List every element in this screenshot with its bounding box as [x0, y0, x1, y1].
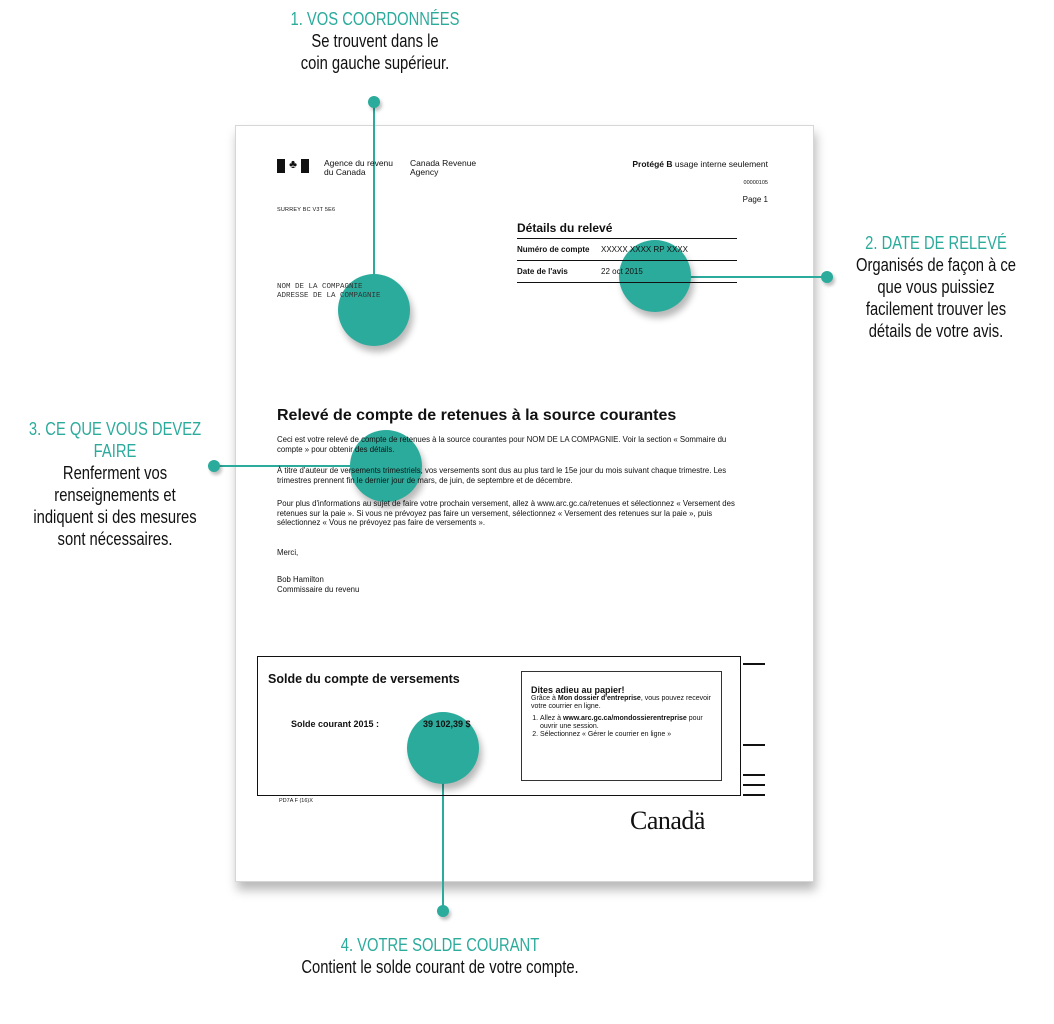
callout-heading: 1. VOS COORDONNÉES — [290, 9, 460, 29]
agency-fr-line: du Canada — [324, 167, 366, 177]
agency-name-fr — [324, 159, 414, 177]
paperless-steps — [531, 715, 716, 740]
statement-paragraph: À titre d'auteur de versements trimestriels, vos versements sont dus au plus tard le 15e jour du mois suivant chaque trimestre. Les trimestres prennent fin le dernier jour de mars, de juin, de septembre et de décembre. — [277, 466, 727, 485]
callout-3-dot — [208, 460, 220, 472]
paperless-service-name: Mon dossier d'entreprise — [557, 695, 641, 702]
paperless-heading: Dites adieu au papier! — [531, 685, 625, 695]
agency-en-line: Agency — [410, 167, 439, 177]
callout-body-line: Contient le solde courant de votre compte. — [301, 957, 579, 977]
company-address-block — [277, 283, 381, 300]
paperless-intro — [531, 695, 716, 712]
details-value: 22 oct 2015 — [601, 267, 643, 276]
signatory-title: Commissaire du revenu — [277, 584, 360, 594]
omr-mark — [743, 794, 765, 796]
callout-2 — [841, 232, 1031, 342]
omr-mark — [743, 784, 765, 786]
omr-mark — [743, 744, 765, 746]
statement-title: Relevé de compte de retenues à la source courantes — [277, 407, 677, 424]
omr-mark — [743, 774, 765, 776]
callout-body-line: Renferment vos — [62, 463, 168, 483]
callout-body-line: renseignements et — [54, 485, 176, 505]
signatory-name: Bob Hamilton — [277, 575, 324, 584]
statement-paragraph: Ceci est votre relevé de compte de retenues à la source courantes pour NOM DE LA COMPAGNIE. Voir la section « Sommaire du compte » pour obtenir des détails. — [277, 435, 727, 454]
sender-city: SURREY BC V3T 5E6 — [277, 207, 336, 213]
paperless-intro-text: , vous pouvez recevoir votre courrier en ligne. — [531, 695, 711, 711]
callout-body-line: Se trouvent dans le — [311, 31, 439, 51]
callout-3 — [21, 418, 210, 550]
callout-2-dot — [821, 271, 833, 283]
omr-mark — [743, 663, 765, 665]
wordmark-text: Canadä — [630, 806, 705, 835]
statement-details — [517, 221, 737, 283]
details-value: XXXXX XXXX RP XXXX — [601, 245, 689, 254]
agency-name-en — [410, 159, 500, 177]
step-text: Allez à — [540, 714, 563, 722]
paperless-step: 2. Sélectionnez « Gérer le courrier en ligne » — [540, 731, 716, 739]
protected-level: Protégé B — [632, 159, 673, 169]
callout-body-line: coin gauche supérieur. — [300, 53, 450, 73]
balance-label: Solde courant 2015 : — [291, 719, 380, 729]
callout-body-line: facilement trouver les — [865, 299, 1007, 319]
details-title: Détails du relevé — [517, 221, 737, 239]
balance-value: 39 102,39 $ — [423, 719, 471, 729]
details-label: Numéro de compte — [517, 245, 590, 254]
agency-fr-line: Agence du revenu — [324, 158, 393, 168]
details-row-date — [517, 261, 737, 283]
callout-4 — [235, 934, 645, 978]
canada-flag-icon: ♣ — [277, 159, 309, 173]
callout-1-dot — [368, 96, 380, 108]
closing: Merci, — [277, 548, 299, 557]
agency-en-line: Canada Revenue — [410, 158, 477, 168]
form-code: PD7A F (16)X — [279, 798, 313, 804]
details-row-account — [517, 239, 737, 261]
company-name: NOM DE LA COMPAGNIE — [277, 283, 363, 291]
protected-label — [632, 159, 768, 169]
canada-wordmark — [630, 806, 705, 836]
paperless-step — [540, 715, 716, 732]
details-label: Date de l'avis — [517, 267, 568, 276]
paperless-content — [531, 685, 716, 739]
protected-usage: usage interne seulement — [672, 159, 768, 169]
document-number: 00000105 — [743, 180, 768, 186]
callout-heading: FAIRE — [93, 441, 137, 461]
callout-body-line: sont nécessaires. — [57, 529, 173, 549]
step-text: pour ouvrir une session. — [540, 714, 703, 730]
callout-heading: 4. VOTRE SOLDE COURANT — [340, 935, 540, 955]
statement-page — [235, 125, 812, 880]
signature-block — [277, 575, 359, 594]
callout-body-line: Organisés de façon à ce — [855, 255, 1017, 275]
balance-title: Solde du compte de versements — [268, 672, 460, 686]
paperless-intro-text: Grâce à — [531, 695, 558, 702]
statement-paragraph: Pour plus d'informations au sujet de faire votre prochain versement, allez à www.arc.gc.ca/retenues et sélectionnez « Versement des retenues sur la paie ». Si vous ne prévoyez pas faire un versement, sélectionnez « Versement des retenues sur la paie », puis sélectionnez « Vous ne prévoyez pas faire de versements ». — [277, 499, 735, 527]
callout-body-line: indiquent si des mesures — [33, 507, 197, 527]
callout-heading: 3. CE QUE VOUS DEVEZ — [28, 419, 202, 439]
callout-4-dot — [437, 905, 449, 917]
paperless-link[interactable]: www.arc.gc.ca/mondossierentreprise — [562, 714, 687, 722]
callout-body-line: détails de votre avis. — [868, 321, 1004, 341]
callout-body-line: que vous puissiez — [877, 277, 995, 297]
callout-heading: 2. DATE DE RELEVÉ — [865, 233, 1007, 253]
company-address: ADRESSE DE LA COMPAGNIE — [277, 291, 381, 300]
callout-1 — [277, 8, 474, 74]
page-number: Page 1 — [742, 195, 768, 204]
